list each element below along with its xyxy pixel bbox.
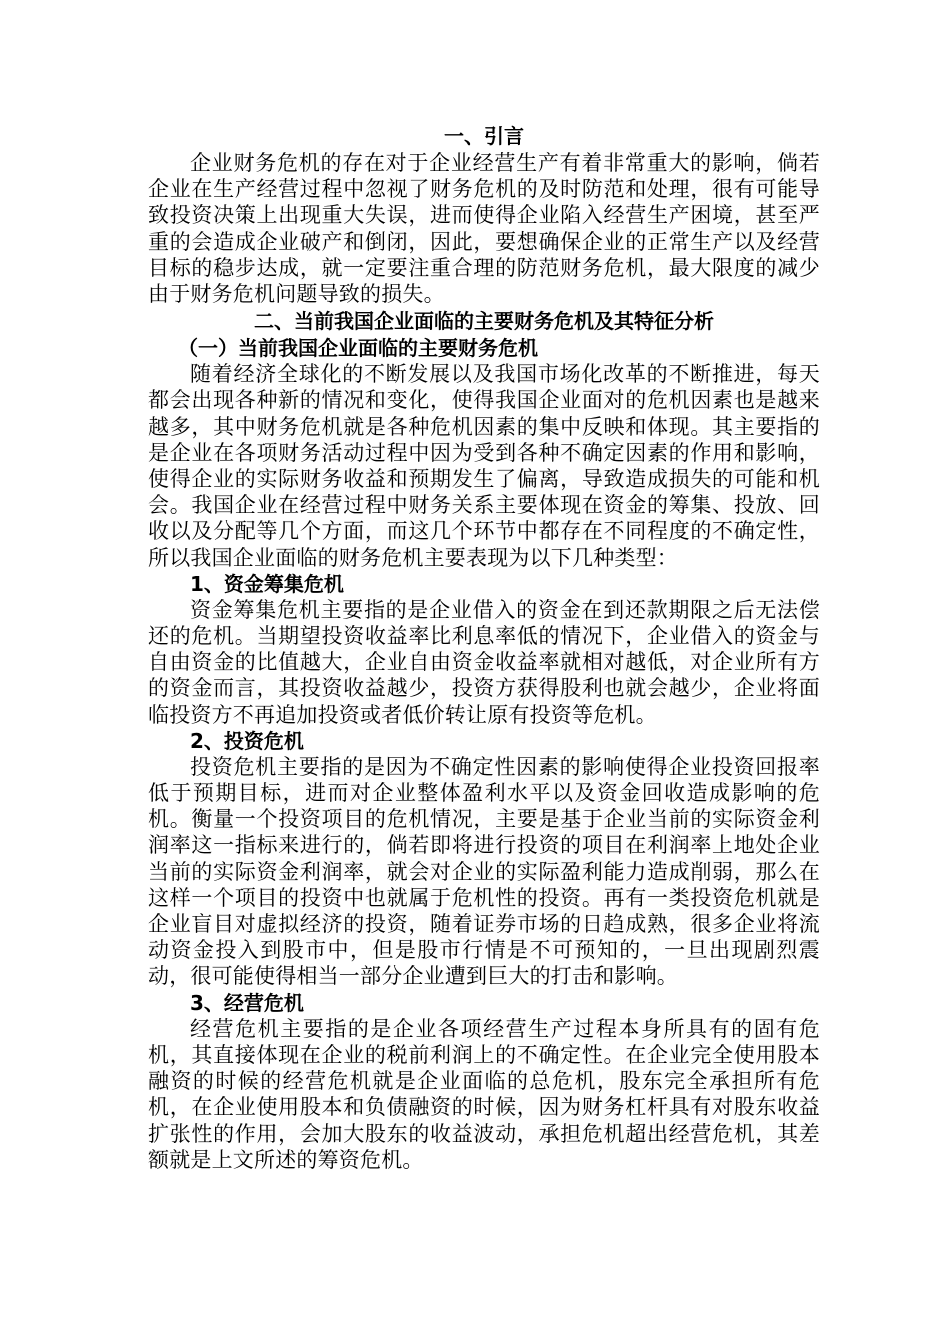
sub1-heading: （一）当前我国企业面临的主要财务危机 (178, 336, 538, 361)
item1-heading: 1、资金筹集危机 (190, 571, 344, 596)
item2-heading: 2、投资危机 (190, 728, 304, 753)
item3-heading: 3、经营危机 (190, 990, 304, 1015)
intro-heading: 一、引言 (444, 124, 524, 148)
document-page (148, 122, 820, 1173)
sub1-paragraph: 随着经济全球化的不断发展以及我国市场化改革的不断推进，每天都会出现各种新的情况和变化，使得我国企业面对的危机因素也是越来越多，其中财务危机就是各种危机因素的集中反映和体现。其主要指的是企业在各项财务活动过程中因为受到各种不确定因素的作用和影响，使得企业的实际财务收益和预期发生了偏离，导致造成损失的可能和机会。我国企业在经营过程中财务关系主要体现在资金的筹集、投放、回收以及分配等几个方面，而这几个环节中都存在不同程度的不确定性，所以我国企业面临的财务危机主要表现为以下几种类型： (148, 362, 820, 570)
item2-paragraph: 投资危机主要指的是因为不确定性因素的影响使得企业投资回报率低于预期目标，进而对企业整体盈利水平以及资金回收造成影响的危机。衡量一个投资项目的危机情况，主要是基于企业当前的实际资金利润率这一指标来进行的，倘若即将进行投资的项目在利润率上地处企业当前的实际资金利润率，就会对企业的实际盈利能力造成削弱，那么在这样一个项目的投资中也就属于危机性的投资。再有一类投资危机就是企业盲目对虚拟经济的投资，随着证券市场的日趋成熟，很多企业将流动资金投入到股市中，但是股市行情是不可预知的，一旦出现剧烈震动，很可能使得相当一部分企业遭到巨大的打击和影响。 (148, 754, 820, 989)
section2-heading: 二、当前我国企业面临的主要财务危机及其特征分析 (254, 309, 714, 334)
item1-paragraph: 资金筹集危机主要指的是企业借入的资金在到还款期限之后无法偿还的危机。当期望投资收益率比利息率低的情况下，企业借入的资金与自由资金的比值越大，企业自由资金收益率就相对越低，对企业所有方的资金而言，其投资收益越少，投资方获得股利也就会越少，企业将面临投资方不再追加投资或者低价转让原有投资等危机。 (148, 597, 820, 727)
item3-paragraph: 经营危机主要指的是企业各项经营生产过程本身所具有的固有危机，其直接体现在企业的税前利润上的不确定性。在企业完全使用股本融资的时候的经营危机就是企业面临的总危机，股东完全承担所有危机，在企业使用股本和负债融资的时候，因为财务杠杆具有对股东收益扩张性的作用，会加大股东的收益波动，承担危机超出经营危机，其差额就是上文所述的筹资危机。 (148, 1016, 820, 1172)
intro-paragraph: 企业财务危机的存在对于企业经营生产有着非常重大的影响，倘若企业在生产经营过程中忽视了财务危机的及时防范和处理，很有可能导致投资决策上出现重大失误，进而使得企业陷入经营生产困境，甚至严重的会造成企业破产和倒闭，因此，要想确保企业的正常生产以及经营目标的稳步达成，就一定要注重合理的防范财务危机，最大限度的减少由于财务危机问题导致的损失。 (148, 151, 820, 307)
